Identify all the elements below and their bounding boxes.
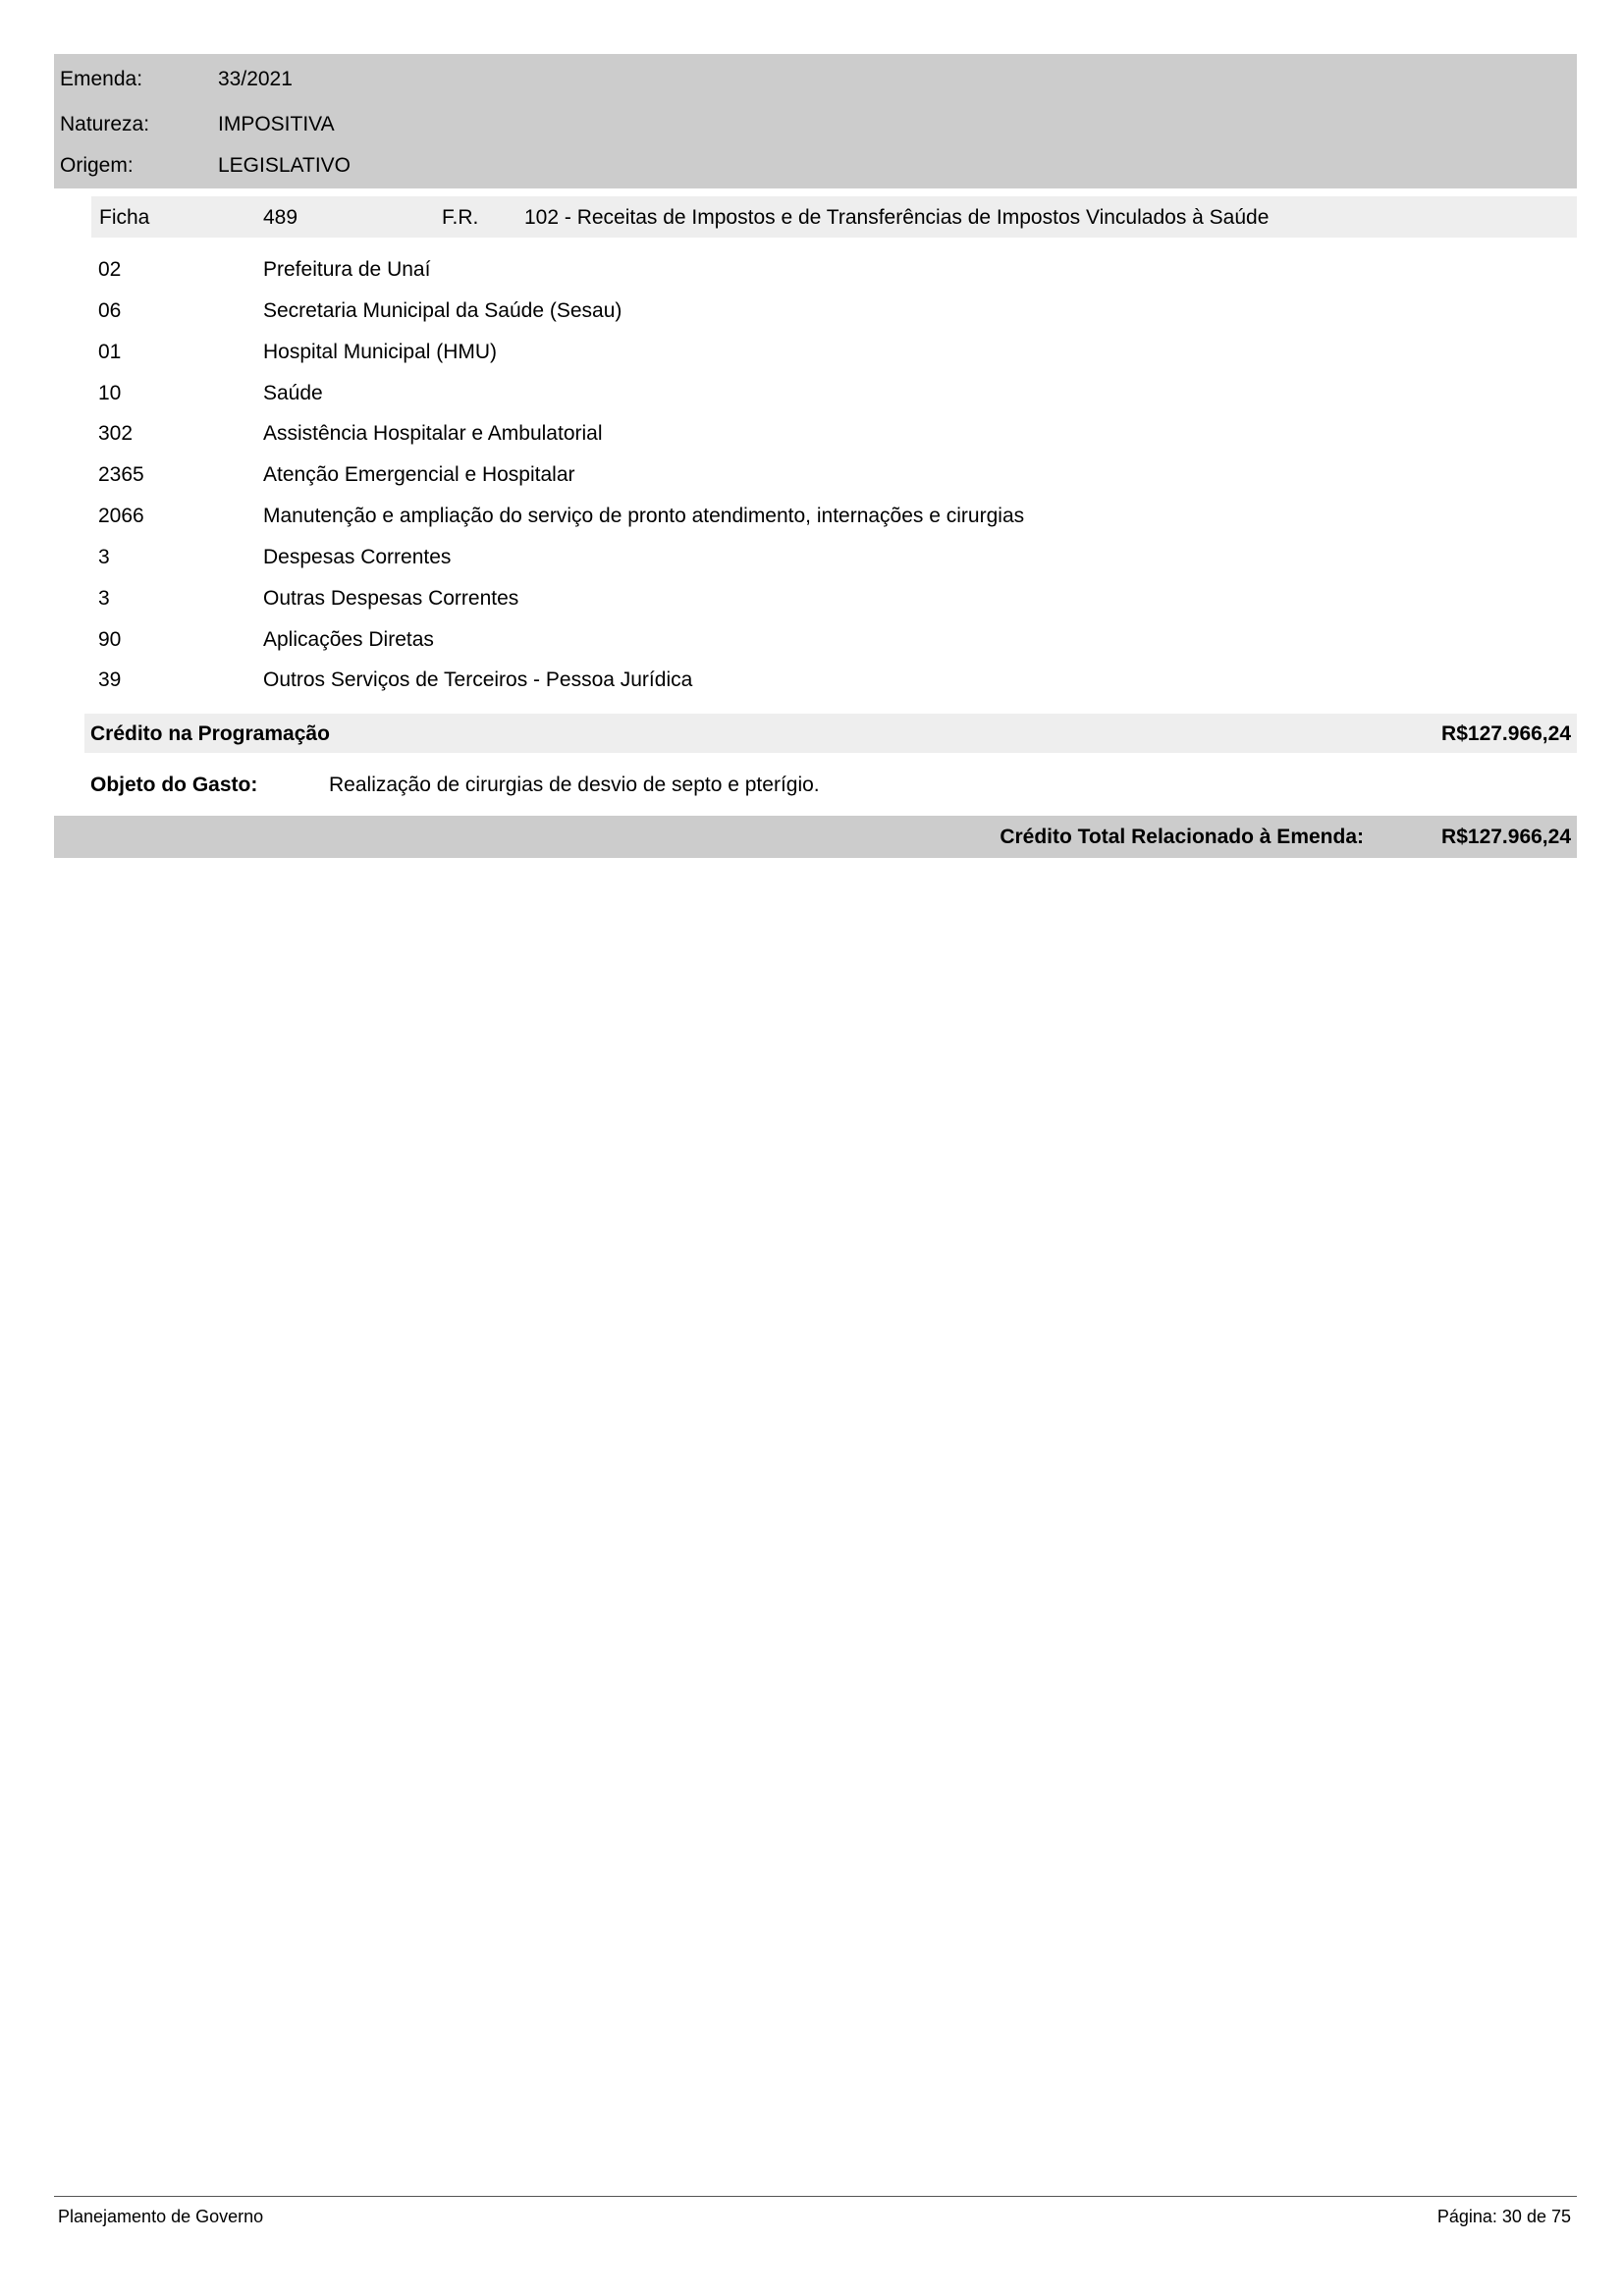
page-number: Página: 30 de 75 [1436, 2207, 1571, 2226]
credito-programacao-row [84, 714, 1577, 753]
prog-desc: Outras Despesas Correntes [263, 587, 519, 610]
footer-divider [54, 2196, 1577, 2197]
list-item [0, 422, 1623, 452]
list-item [0, 382, 1623, 411]
natureza-label: Natureza: [60, 113, 150, 135]
prog-code: 2365 [98, 463, 144, 486]
emenda-header [54, 54, 1577, 188]
prog-desc: Prefeitura de Unaí [263, 258, 431, 281]
list-item [0, 258, 1623, 288]
list-item [0, 546, 1623, 575]
ficha-number: 489 [263, 206, 298, 229]
list-item [0, 628, 1623, 658]
credito-total-row [54, 816, 1577, 858]
prog-desc: Manutenção e ampliação do serviço de pronto atendimento, internações e cirurgias [263, 505, 1025, 527]
prog-code: 39 [98, 668, 122, 691]
prog-desc: Secretaria Municipal da Saúde (Sesau) [263, 299, 622, 322]
list-item [0, 668, 1623, 698]
list-item [0, 587, 1623, 616]
prog-code: 90 [98, 628, 122, 651]
ficha-row [91, 196, 1577, 238]
prog-desc: Saúde [263, 382, 323, 404]
prog-desc: Outros Serviços de Terceiros - Pessoa Jurídica [263, 668, 693, 691]
credito-value: R$127.966,24 [1441, 722, 1571, 745]
prog-desc: Despesas Correntes [263, 546, 452, 568]
prog-desc: Aplicações Diretas [263, 628, 434, 651]
credito-label: Crédito na Programação [90, 722, 330, 745]
list-item [0, 299, 1623, 329]
credito-total-value: R$127.966,24 [1441, 826, 1571, 848]
natureza-value: IMPOSITIVA [218, 113, 335, 135]
list-item [0, 341, 1623, 370]
list-item [0, 463, 1623, 493]
objeto-gasto-value: Realização de cirurgias de desvio de septo e pterígio. [329, 774, 820, 796]
emenda-label: Emenda: [60, 68, 143, 90]
prog-code: 06 [98, 299, 122, 322]
prog-desc: Hospital Municipal (HMU) [263, 341, 498, 363]
prog-code: 302 [98, 422, 134, 445]
origem-value: LEGISLATIVO [218, 154, 351, 177]
prog-code: 01 [98, 341, 122, 363]
prog-desc: Atenção Emergencial e Hospitalar [263, 463, 575, 486]
prog-code: 02 [98, 258, 122, 281]
prog-code: 3 [98, 587, 110, 610]
prog-code: 3 [98, 546, 110, 568]
prog-code: 10 [98, 382, 122, 404]
footer-department: Planejamento de Governo [58, 2207, 264, 2226]
fonte-recurso-label: F.R. [442, 206, 479, 229]
prog-code: 2066 [98, 505, 144, 527]
origem-label: Origem: [60, 154, 134, 177]
ficha-label: Ficha [99, 206, 150, 229]
objeto-gasto-label: Objeto do Gasto: [90, 774, 258, 796]
emenda-value: 33/2021 [218, 68, 293, 90]
prog-desc: Assistência Hospitalar e Ambulatorial [263, 422, 603, 445]
fonte-recurso-value: 102 - Receitas de Impostos e de Transferências de Impostos Vinculados à Saúde [524, 206, 1270, 229]
credito-total-label: Crédito Total Relacionado à Emenda: [1000, 826, 1364, 848]
list-item [0, 505, 1623, 534]
